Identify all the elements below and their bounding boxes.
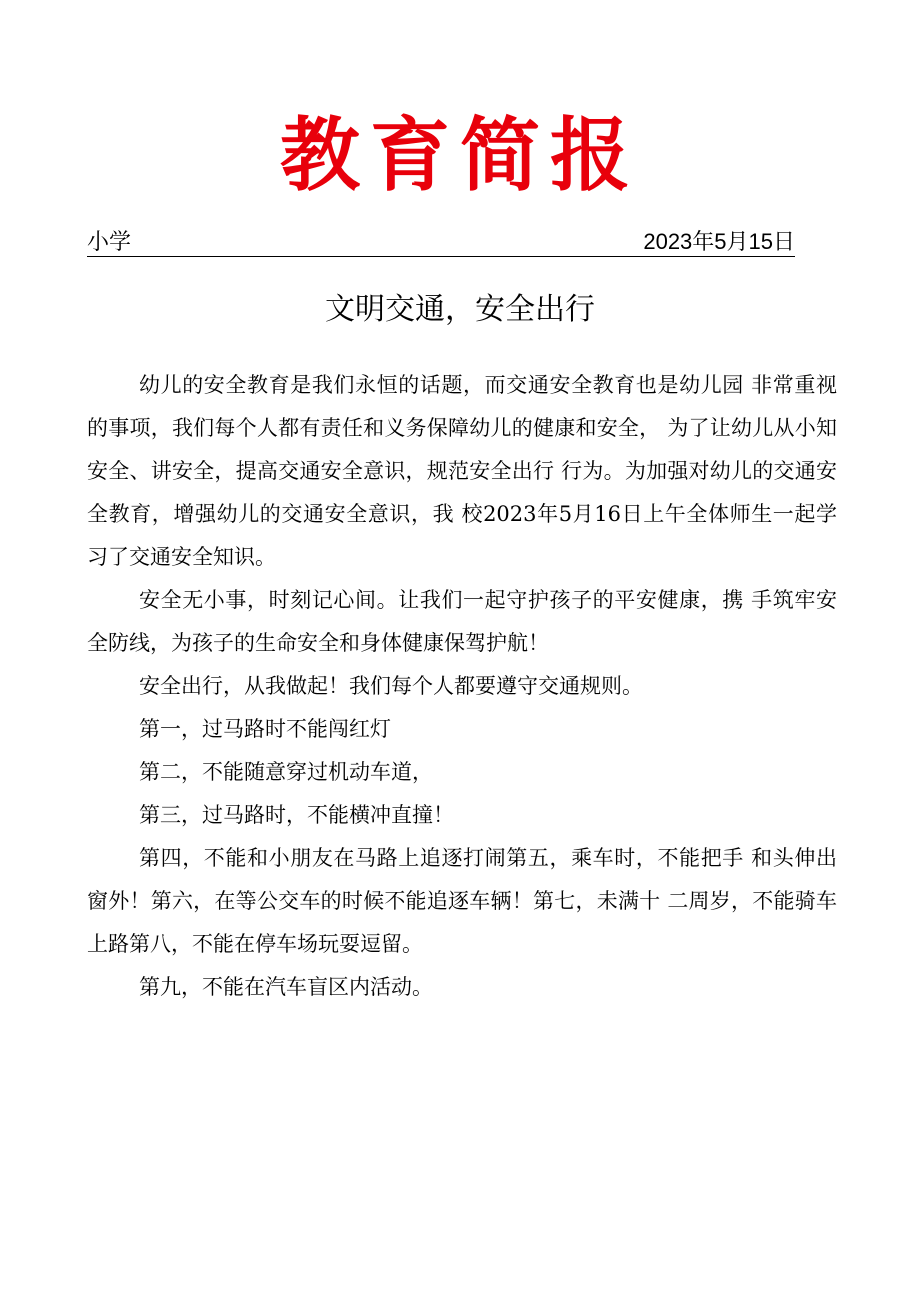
article-body bbox=[87, 364, 837, 1009]
paragraph-rules-4-8: 第四，不能和小朋友在马路上追逐打闹第五，乘车时，不能把手 和头伸出窗外！第六，在等公交车的时候不能追逐车辆！第七，未满十 二周岁，不能骑车上路第八，不能在停车场玩耍逗留。 bbox=[87, 846, 837, 956]
paragraph-rule-1: 第一，过马路时不能闯红灯 bbox=[139, 717, 391, 741]
paragraph-rule-9: 第九，不能在汽车盲区内活动。 bbox=[139, 975, 433, 999]
article-headline: 文明交通，安全出行 bbox=[325, 292, 595, 327]
paragraph-safety: 安全无小事，时刻记心间。让我们一起守护孩子的平安健康，携 手筑牢安全防线，为孩子的生命安全和身体健康保驾护航！ bbox=[87, 588, 837, 655]
paragraph-rule-3: 第三，过马路时，不能横冲直撞！ bbox=[139, 803, 454, 827]
masthead-title: 教育简报 bbox=[280, 108, 640, 202]
issue-date: 2023年5月15日 bbox=[643, 229, 795, 254]
paragraph-rules-intro: 安全出行，从我做起！我们每个人都要遵守交通规则。 bbox=[139, 674, 643, 698]
info-line bbox=[87, 228, 795, 257]
paragraph-rule-2: 第二，不能随意穿过机动车道， bbox=[139, 760, 433, 784]
school-name: 小学 bbox=[87, 229, 132, 254]
paragraph-intro: 幼儿的安全教育是我们永恒的话题，而交通安全教育也是幼儿园 非常重视的事项，我们每个人都有责任和义务保障幼儿的健康和安全， 为了让幼儿从小知安全、讲安全，提高交通安全意识，规范安全出行 行为。为加强对幼儿的交通安全教育，增强幼儿的交通安全意识，我 校2023年5月16日上午全体师生一起学习了交通安全知识。 bbox=[87, 373, 837, 569]
